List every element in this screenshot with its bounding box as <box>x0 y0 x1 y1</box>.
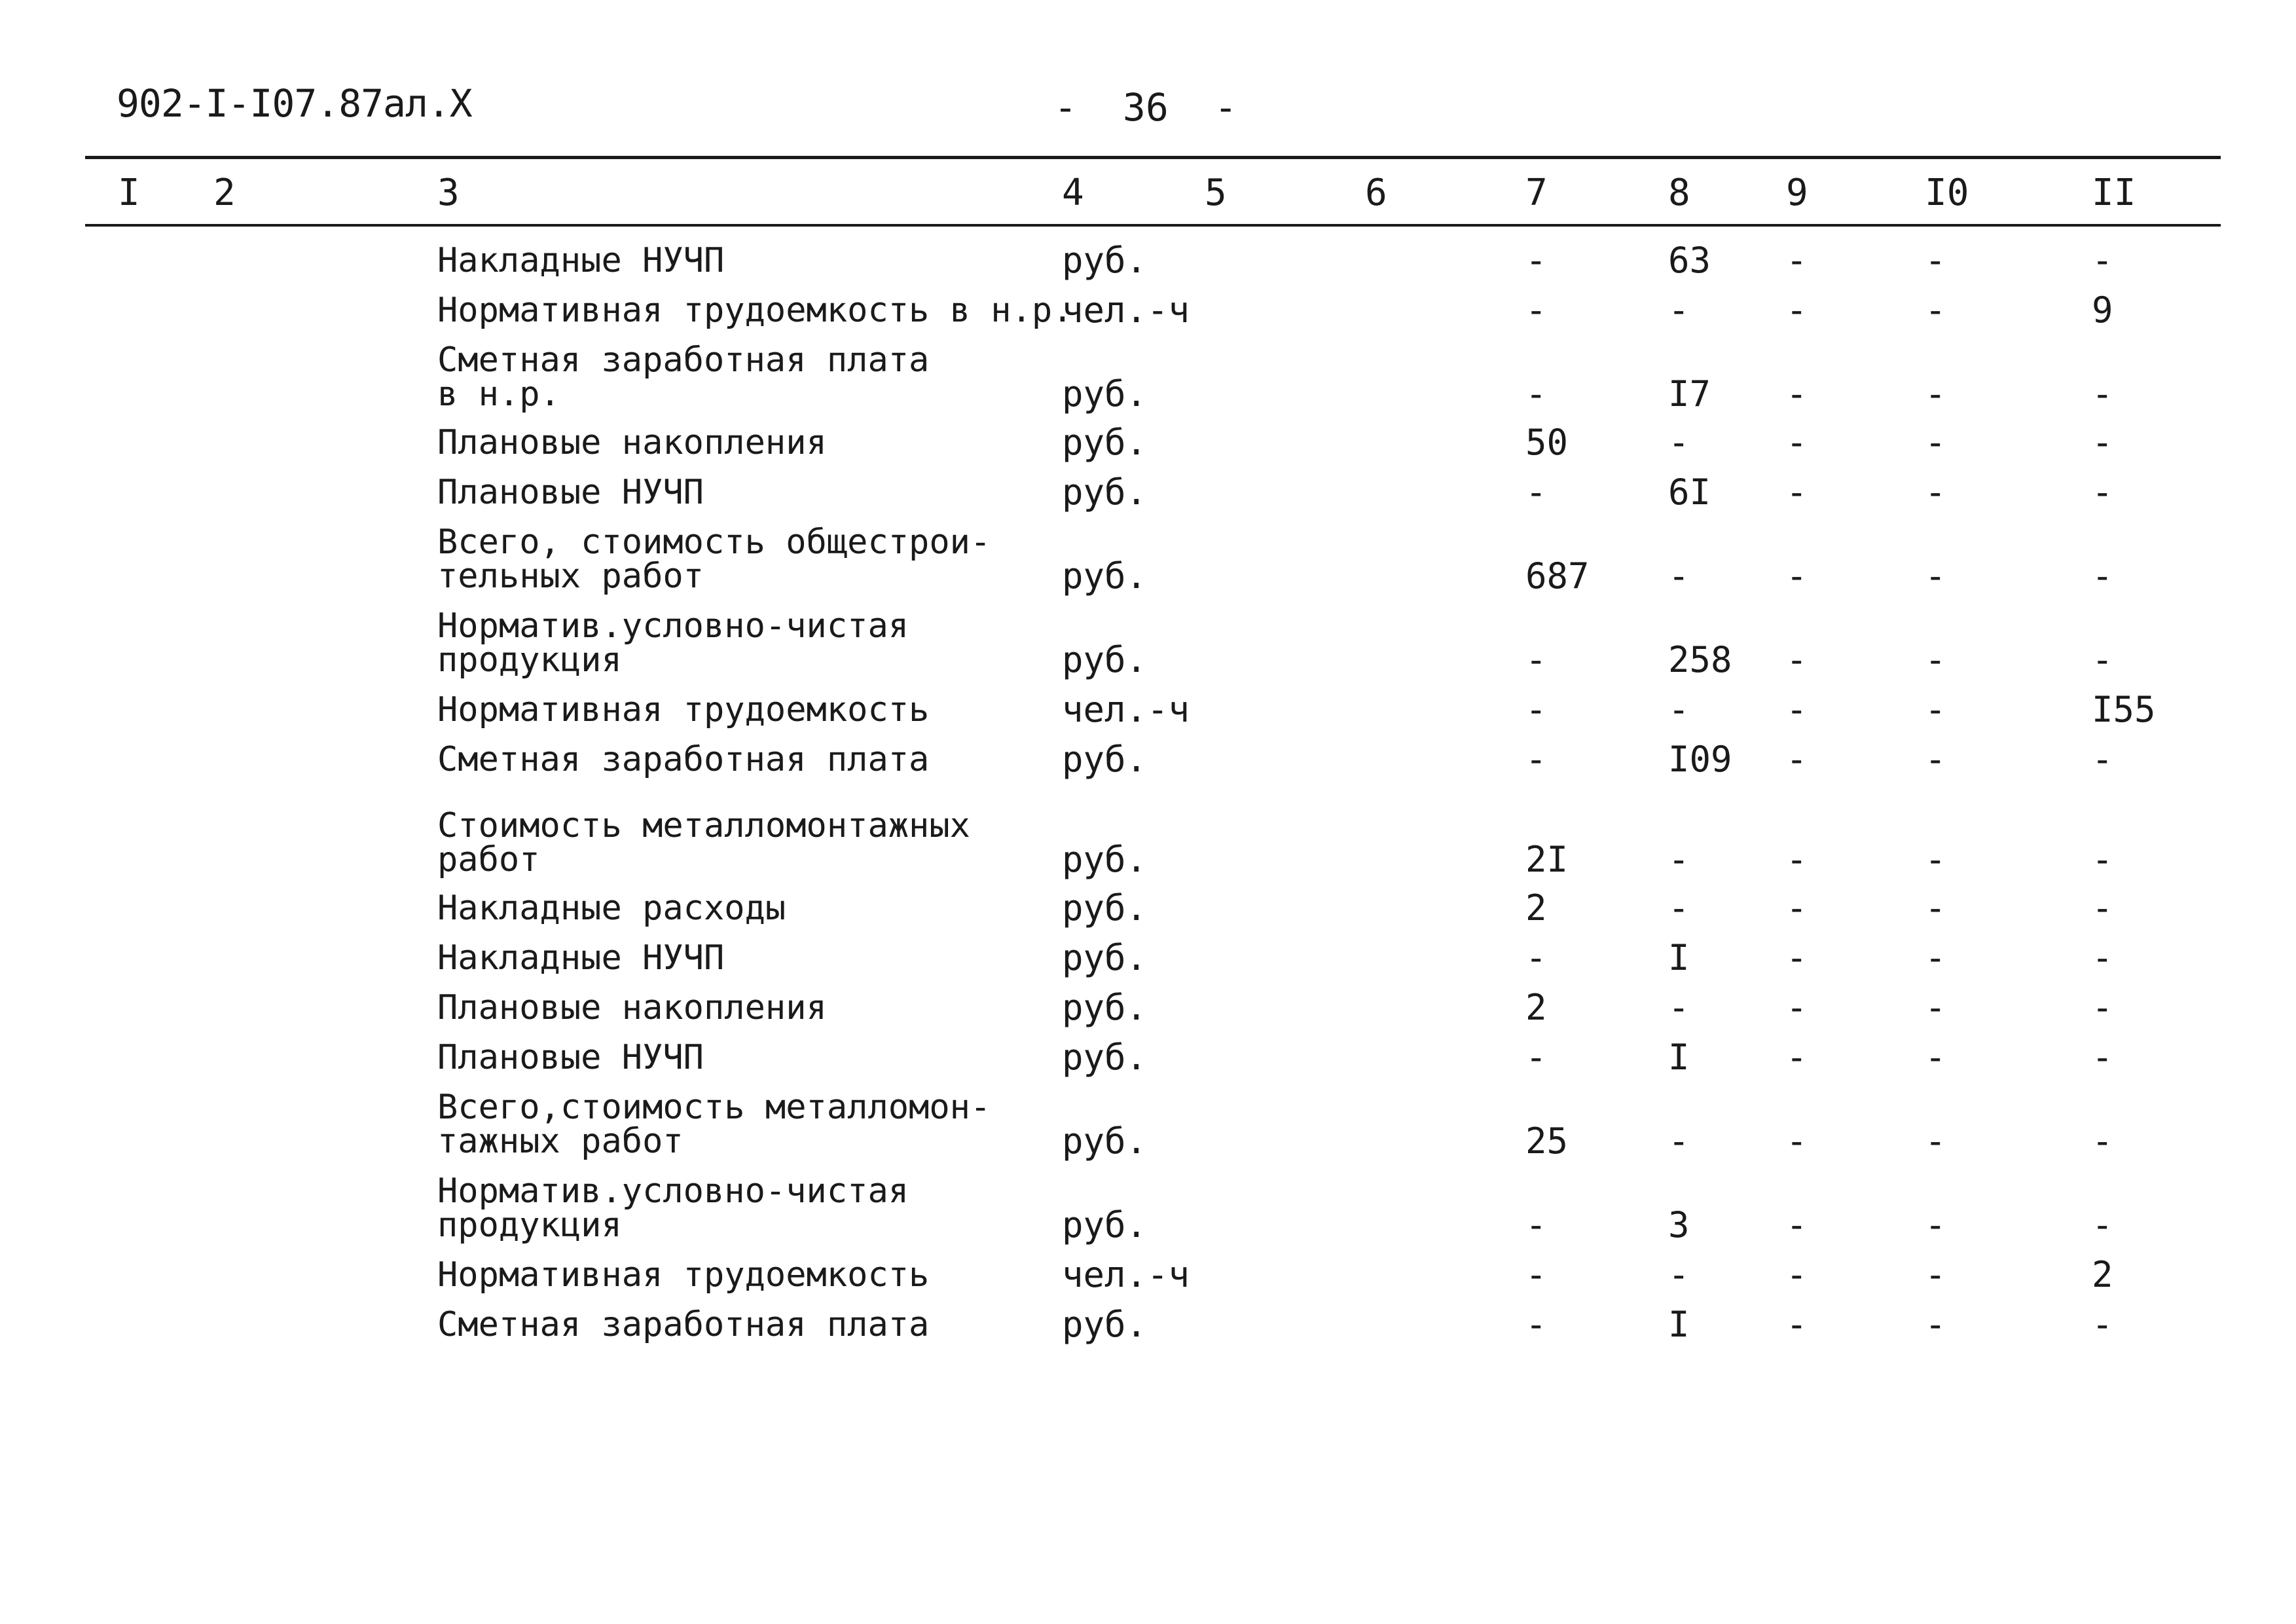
row-value-c7: - <box>1525 240 1547 281</box>
row-value-c11: - <box>2092 1120 2113 1162</box>
row-description: Накладные НУЧП <box>437 241 725 280</box>
row-unit: руб. <box>1062 1120 1148 1162</box>
row-value-c7: 25 <box>1525 1120 1569 1162</box>
column-header: I0 <box>1925 172 1969 214</box>
row-unit: руб. <box>1062 739 1148 780</box>
row-description: Нормативная трудоемкость в н.р. <box>437 291 1073 330</box>
row-description: Норматив.условно-чистая продукция <box>437 606 909 680</box>
row-value-c9: - <box>1786 1304 1808 1345</box>
row-value-c7: - <box>1525 1037 1547 1078</box>
row-value-c8: 258 <box>1668 639 1732 680</box>
row-description: Накладные расходы <box>437 889 786 928</box>
row-value-c9: - <box>1786 1037 1808 1078</box>
row-unit: руб. <box>1062 555 1148 597</box>
row-value-c9: - <box>1786 422 1808 463</box>
column-header: 3 <box>437 172 460 214</box>
table-header-rule <box>85 224 2221 227</box>
row-value-c8: - <box>1668 422 1690 463</box>
row-value-c7: 2 <box>1525 887 1547 929</box>
row-value-c7: - <box>1525 373 1547 415</box>
row-value-c11: - <box>2092 373 2113 415</box>
row-description: Плановые накопления <box>437 988 827 1027</box>
row-value-c8: I7 <box>1668 373 1711 415</box>
row-value-c11: - <box>2092 987 2113 1028</box>
row-value-c7: 50 <box>1525 422 1569 463</box>
row-value-c10: - <box>1925 471 1946 513</box>
row-value-c11: I55 <box>2092 689 2156 730</box>
row-value-c10: - <box>1925 987 1946 1028</box>
row-value-c9: - <box>1786 555 1808 597</box>
row-value-c11: - <box>2092 839 2113 880</box>
row-unit: чел.-ч <box>1062 1254 1190 1295</box>
row-description: Норматив.условно-чистая продукция <box>437 1172 909 1245</box>
row-description: Накладные НУЧП <box>437 938 725 978</box>
row-description: Плановые НУЧП <box>437 473 704 512</box>
row-value-c7: - <box>1525 1254 1547 1295</box>
row-value-c8: - <box>1668 839 1690 880</box>
column-header: 6 <box>1365 172 1387 214</box>
row-description: Всего, стоимость общестрои- тельных работ <box>437 523 991 596</box>
row-description: Нормативная трудоемкость <box>437 690 930 729</box>
row-value-c9: - <box>1786 937 1808 978</box>
row-unit: руб. <box>1062 471 1148 513</box>
row-value-c7: - <box>1525 689 1547 730</box>
row-value-c7: - <box>1525 937 1547 978</box>
row-value-c9: - <box>1786 1254 1808 1295</box>
row-unit: руб. <box>1062 987 1148 1028</box>
row-unit: руб. <box>1062 240 1148 281</box>
column-header: II <box>2092 172 2136 214</box>
row-value-c7: 687 <box>1525 555 1590 597</box>
row-unit: руб. <box>1062 887 1148 929</box>
row-description: Сметная заработная плата <box>437 740 930 779</box>
column-header: 2 <box>213 172 236 214</box>
row-value-c11: - <box>2092 639 2113 680</box>
row-value-c10: - <box>1925 1037 1946 1078</box>
row-value-c7: 2 <box>1525 987 1547 1028</box>
page-dash-right: - <box>1214 85 1237 130</box>
row-unit: руб. <box>1062 422 1148 463</box>
row-value-c9: - <box>1786 739 1808 780</box>
row-unit: руб. <box>1062 937 1148 978</box>
row-value-c11: - <box>2092 739 2113 780</box>
row-description: Всего,стоимость металломон- тажных работ <box>437 1088 991 1161</box>
row-value-c9: - <box>1786 1120 1808 1162</box>
page-number-value: 36 <box>1122 85 1169 130</box>
row-value-c11: 9 <box>2092 289 2113 331</box>
row-description: Сметная заработная плата <box>437 1305 930 1344</box>
row-value-c11: - <box>2092 240 2113 281</box>
row-value-c8: 63 <box>1668 240 1711 281</box>
row-value-c10: - <box>1925 373 1946 415</box>
row-value-c8: - <box>1668 289 1690 331</box>
row-value-c8: I09 <box>1668 739 1732 780</box>
row-value-c8: - <box>1668 1120 1690 1162</box>
row-value-c10: - <box>1925 555 1946 597</box>
page-number <box>1008 85 1283 130</box>
row-value-c11: - <box>2092 1037 2113 1078</box>
row-value-c8: I <box>1668 1304 1690 1345</box>
row-value-c7: - <box>1525 1204 1547 1246</box>
row-value-c7: - <box>1525 289 1547 331</box>
row-value-c9: - <box>1786 471 1808 513</box>
row-value-c10: - <box>1925 289 1946 331</box>
row-value-c10: - <box>1925 887 1946 929</box>
row-description: Стоимость металломонтажных работ <box>437 806 970 879</box>
row-value-c8: 3 <box>1668 1204 1690 1246</box>
column-header: 8 <box>1668 172 1690 214</box>
row-value-c8: I <box>1668 937 1690 978</box>
row-value-c10: - <box>1925 689 1946 730</box>
doc-code: 902-I-I07.87ал.X <box>117 81 472 126</box>
row-value-c9: - <box>1786 373 1808 415</box>
column-header: 9 <box>1786 172 1808 214</box>
row-unit: руб. <box>1062 839 1148 880</box>
row-value-c11: - <box>2092 555 2113 597</box>
table-top-rule <box>85 156 2221 159</box>
row-value-c10: - <box>1925 1254 1946 1295</box>
row-value-c10: - <box>1925 937 1946 978</box>
row-unit: руб. <box>1062 1304 1148 1345</box>
page-dash-left: - <box>1054 85 1077 130</box>
row-value-c11: - <box>2092 1204 2113 1246</box>
row-value-c8: - <box>1668 689 1690 730</box>
row-value-c11: - <box>2092 937 2113 978</box>
row-value-c9: - <box>1786 839 1808 880</box>
row-value-c7: - <box>1525 1304 1547 1345</box>
row-unit: руб. <box>1062 1204 1148 1246</box>
row-value-c9: - <box>1786 887 1808 929</box>
row-unit: чел.-ч <box>1062 689 1190 730</box>
row-value-c8: I <box>1668 1037 1690 1078</box>
row-value-c10: - <box>1925 639 1946 680</box>
row-value-c10: - <box>1925 1204 1946 1246</box>
column-header: 4 <box>1062 172 1084 214</box>
row-value-c10: - <box>1925 1120 1946 1162</box>
row-description: Плановые накопления <box>437 423 827 462</box>
column-header: 5 <box>1205 172 1227 214</box>
row-value-c10: - <box>1925 422 1946 463</box>
row-value-c11: 2 <box>2092 1254 2113 1295</box>
row-value-c8: - <box>1668 887 1690 929</box>
row-value-c7: 2I <box>1525 839 1569 880</box>
row-value-c7: - <box>1525 739 1547 780</box>
row-value-c8: 6I <box>1668 471 1711 513</box>
row-value-c8: - <box>1668 1254 1690 1295</box>
column-header: I <box>118 172 140 214</box>
row-value-c11: - <box>2092 471 2113 513</box>
row-value-c9: - <box>1786 240 1808 281</box>
row-unit: руб. <box>1062 373 1148 415</box>
row-unit: руб. <box>1062 639 1148 680</box>
row-value-c9: - <box>1786 639 1808 680</box>
row-description: Сметная заработная плата в н.р. <box>437 341 930 414</box>
row-description: Плановые НУЧП <box>437 1038 704 1077</box>
row-value-c10: - <box>1925 240 1946 281</box>
row-value-c8: - <box>1668 987 1690 1028</box>
row-value-c9: - <box>1786 1204 1808 1246</box>
row-value-c9: - <box>1786 987 1808 1028</box>
row-unit: руб. <box>1062 1037 1148 1078</box>
row-value-c10: - <box>1925 1304 1946 1345</box>
row-value-c10: - <box>1925 739 1946 780</box>
column-header: 7 <box>1525 172 1548 214</box>
row-value-c11: - <box>2092 1304 2113 1345</box>
row-value-c11: - <box>2092 887 2113 929</box>
row-value-c9: - <box>1786 289 1808 331</box>
row-value-c7: - <box>1525 471 1547 513</box>
row-value-c9: - <box>1786 689 1808 730</box>
row-value-c8: - <box>1668 555 1690 597</box>
row-unit: чел.-ч <box>1062 289 1190 331</box>
row-value-c10: - <box>1925 839 1946 880</box>
row-description: Нормативная трудоемкость <box>437 1255 930 1295</box>
row-value-c11: - <box>2092 422 2113 463</box>
row-value-c7: - <box>1525 639 1547 680</box>
